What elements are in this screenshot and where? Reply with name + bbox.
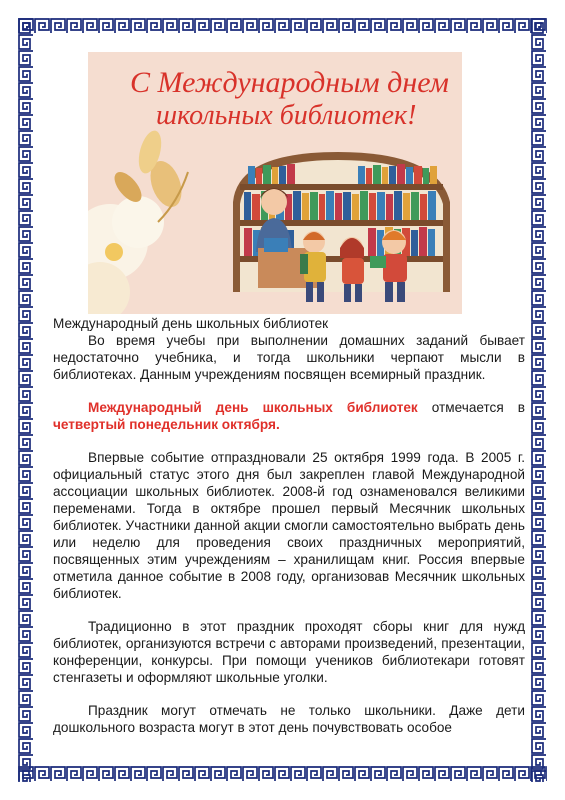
illustration-title-line2: школьных библиотек!: [156, 100, 417, 131]
image-caption: Международный день школьных библиотек: [53, 316, 329, 331]
border-bottom: [18, 766, 547, 782]
holiday-name-highlight: Международный день школьных библиотек: [88, 400, 418, 415]
border-left: [18, 18, 34, 782]
paragraph-intro: Во время учебы при выполнении домашних заданий бывает недостаточно учебника, и тогда школьники черпают мысли в библиотеках. Данным учреждениям посвящен всемирный праздник.: [53, 333, 525, 382]
library-illustration: [88, 52, 462, 314]
paragraph-date-middle: отмечается в: [417, 400, 526, 415]
holiday-date-highlight: четвертый понедельник октября.: [53, 417, 280, 432]
paragraph-preschool: Праздник могут отмечать не только школьники. Даже дети дошкольного возраста могут в этот день почувствовать особое: [53, 703, 525, 735]
illustration-title-line1: С Международным днем: [130, 66, 449, 99]
paragraph-history: Впервые событие отпраздновали 25 октября 1999 года. В 2005 г. официальный статус этого дня был закреплен главой Международной ассоциации школьных библиотек. 2008-й год ознаменовался великими переменами. Тогда в октябре прошел первый Месячник школьных библиотек. Участники данной акции смогли самостоятельно выбрать день или неделю для проведения своих праздничных мероприятий, посвященных этим учреждениям – хранилищам книг. Россия впервые отметила данное событие в 2008 году, организовав Месячник школьных библиотек.: [53, 450, 525, 601]
border-top: [18, 18, 547, 34]
paragraph-traditions: Традиционно в этот праздник проходят сборы книг для нужд библиотек, организуются встречи с авторами произведений, презентации, конференции, конкурсы. При помощи учеников библиотекари готовят стенгазеты и оформляют школьные уголки.: [53, 619, 525, 685]
border-right: [531, 18, 547, 782]
paragraph-date: [53, 399, 525, 433]
article-body: [53, 315, 525, 752]
